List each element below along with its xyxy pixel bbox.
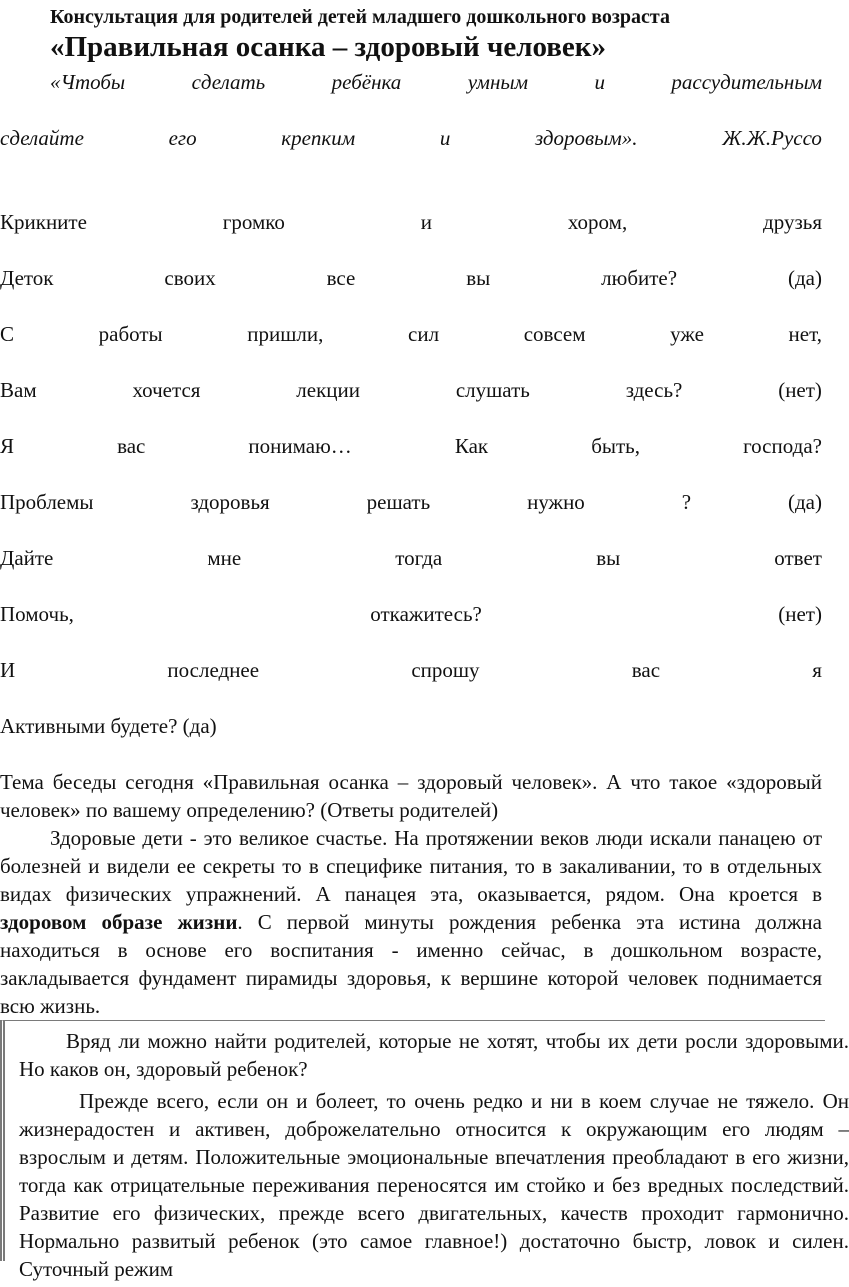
word: вас: [117, 434, 146, 458]
word: ребёнка: [331, 70, 402, 94]
word: последнее: [167, 658, 260, 682]
word: здоровым».: [534, 126, 638, 150]
word: слушать: [455, 378, 530, 402]
word: мне: [207, 546, 242, 570]
word: Как: [454, 434, 489, 458]
word: Дайте: [0, 546, 54, 570]
word: тогда: [395, 546, 443, 570]
poem-line: [0, 602, 822, 627]
bold-phrase: здоровом образе жизни: [0, 910, 238, 934]
word: и: [594, 70, 605, 94]
word: ответ: [774, 546, 822, 570]
word: уже: [670, 322, 704, 346]
bordered-text-block: [0, 1020, 849, 1281]
word: И: [0, 658, 16, 682]
word: здоровья: [190, 490, 270, 514]
word: господа?: [743, 434, 822, 458]
word: Крикните: [0, 210, 87, 234]
poem-line: [0, 266, 822, 291]
paragraph-text: Здоровые дети - это великое счастье. На протяжении веков люди искали панацею от болезней и видели ее секреты то в специфике питания, то в закаливании, то в отдельных видах физических упражнений. А панацея эта, оказывается, рядом. Она кроется в: [0, 826, 822, 906]
word: громко: [222, 210, 285, 234]
word: решать: [366, 490, 431, 514]
word: сделать: [191, 70, 266, 94]
word: сил: [408, 322, 440, 346]
word: и: [420, 210, 433, 234]
consultation-subtitle: Консультация для родителей детей младшего дошкольного возраста: [50, 6, 670, 28]
healthy-children-paragraph: [0, 824, 822, 1020]
word: (нет): [778, 378, 822, 402]
word: я: [812, 658, 822, 682]
word: Вам: [0, 378, 37, 402]
poem-line: [0, 322, 822, 347]
word: вы: [466, 266, 491, 290]
document-title: «Правильная осанка – здоровый человек»: [50, 31, 606, 63]
word: лекции: [296, 378, 360, 402]
word: Деток: [0, 266, 54, 290]
poem-line: [0, 490, 822, 515]
word: умным: [467, 70, 528, 94]
word: Помочь,: [0, 602, 74, 626]
word: нужно: [527, 490, 585, 514]
poem-line: [0, 658, 822, 683]
word: С: [0, 322, 15, 346]
word: совсем: [523, 322, 586, 346]
word: все: [326, 266, 356, 290]
epigraph-line-2: [0, 126, 822, 151]
word: работы: [98, 322, 163, 346]
word: «Чтобы: [50, 70, 126, 94]
word: нет,: [788, 322, 822, 346]
poem-line: [0, 378, 822, 403]
word: хором,: [567, 210, 628, 234]
poem-line: [0, 546, 822, 571]
word: быть,: [591, 434, 640, 458]
poem-last-line: Активными будете? (да): [0, 714, 217, 738]
word: откажитесь?: [370, 602, 482, 626]
bordered-text-content: [19, 1027, 849, 1287]
word: вас: [631, 658, 661, 682]
healthy-child-description-paragraph: Прежде всего, если он и болеет, то очень редко и ни в коем случае не тяжело. Он жизнерадостен и активен, доброжелательно относится к окружающим его людям – взрослым и детям. Положительные эмоциональные впечатления преобладают в его жизни, тогда как отрицательные переживания переносятся им стойко и без вредных последствий. Развитие его физических, прежде всего двигательных, качеств проходит гармонично. Нормально развитый ребенок (это самое главное!) достаточно быстр, ловок и силен. Суточный режим: [19, 1089, 849, 1281]
word: Ж.Ж.Руссо: [722, 126, 822, 150]
word: его: [168, 126, 197, 150]
poem-line: [0, 210, 822, 235]
word: друзья: [763, 210, 822, 234]
word: и: [439, 126, 451, 150]
word: любите?: [601, 266, 678, 290]
word: пришли,: [247, 322, 324, 346]
word: (да): [787, 266, 822, 290]
word: вы: [596, 546, 621, 570]
word: здесь?: [625, 378, 683, 402]
word: сделайте: [0, 126, 84, 150]
word: крепким: [281, 126, 356, 150]
poem-line: [0, 434, 822, 459]
word: Проблемы: [0, 490, 94, 514]
paragraph-text: . С первой минуты рождения ребенка эта истина должна находиться в основе его воспитания - именно сейчас, в дошкольном возрасте, закладывается фундамент пирамиды здоровья, к вершине которой человек поднимается всю жизнь.: [0, 910, 822, 1018]
healthy-child-question-paragraph: Вряд ли можно найти родителей, которые не хотят, чтобы их дети росли здоровыми. Но каков он, здоровый ребенок?: [19, 1029, 849, 1081]
word: хочется: [132, 378, 201, 402]
word: Я: [0, 434, 15, 458]
word: своих: [164, 266, 216, 290]
word: ?: [681, 490, 692, 514]
word: (да): [787, 490, 822, 514]
epigraph-line-1: [50, 70, 822, 95]
word: (нет): [778, 602, 822, 626]
word: спрошу: [411, 658, 480, 682]
word: понимаю…: [248, 434, 352, 458]
word: рассудительным: [671, 70, 822, 94]
topic-paragraph: Тема беседы сегодня «Правильная осанка – здоровый человек». А что такое «здоровый человек» по вашему определению? (Ответы родителей): [0, 770, 822, 822]
